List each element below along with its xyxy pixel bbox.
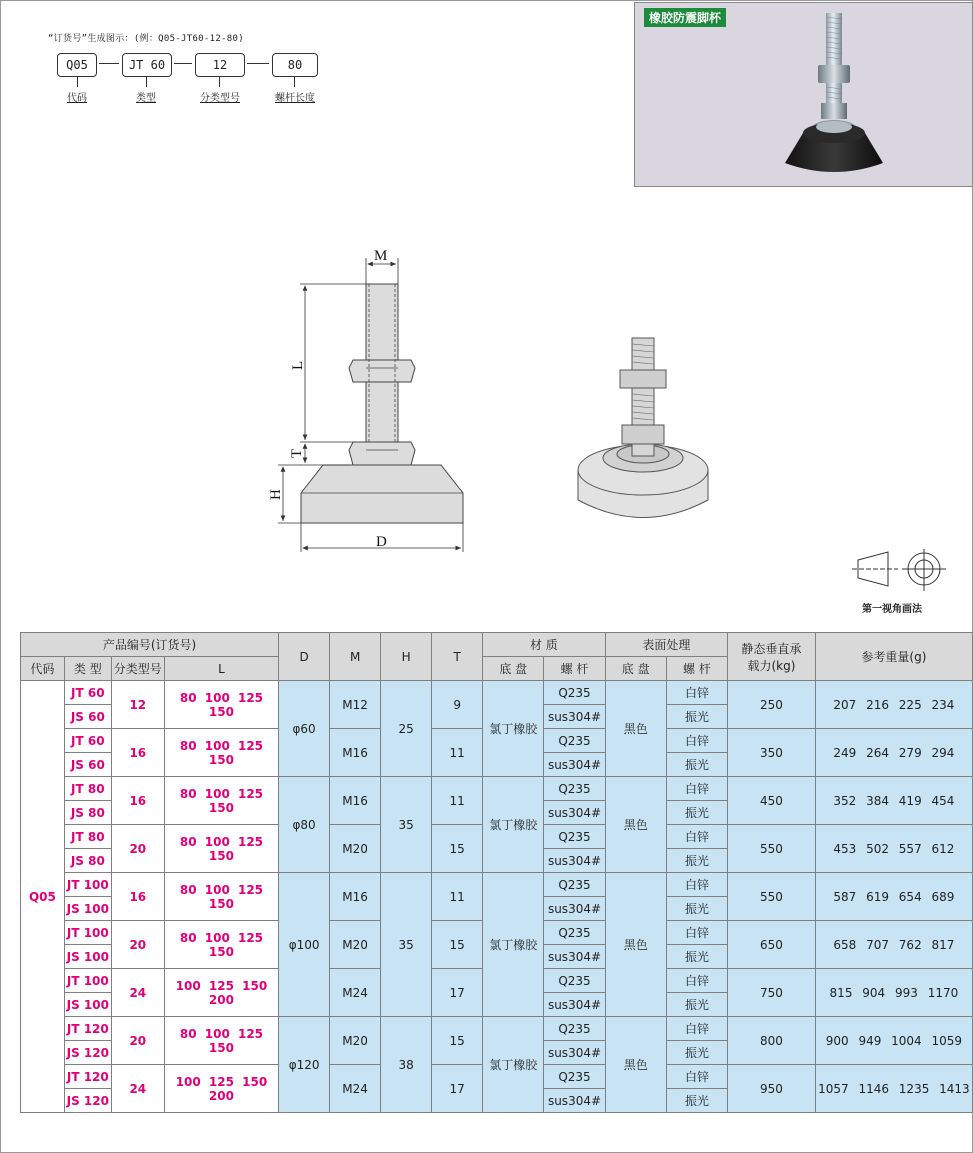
cell-weight: 587 619 654 689 — [815, 873, 972, 921]
cell-l: 80 100 125 150 — [164, 1017, 278, 1065]
cell-load: 550 — [728, 825, 816, 873]
cell-subtype: 16 — [111, 777, 164, 825]
cell-surface-base: 黑色 — [605, 777, 666, 873]
cell-screw-material: Q235 — [544, 825, 605, 849]
cell-screw-material: Q235 — [544, 921, 605, 945]
cell-t: 11 — [432, 729, 483, 777]
cell-type: JS 100 — [64, 993, 111, 1017]
header-m: M — [330, 633, 381, 681]
cell-l: 100 125 150 200 — [164, 1065, 278, 1113]
cell-type: JT 100 — [64, 921, 111, 945]
cell-t: 15 — [432, 825, 483, 873]
cell-subtype: 20 — [111, 1017, 164, 1065]
cell-surface-base: 黑色 — [605, 873, 666, 1017]
projection-label: 第一视角画法 — [862, 604, 922, 615]
header-surface-base: 底 盘 — [605, 657, 666, 681]
header-l: L — [164, 657, 278, 681]
first-angle-projection-symbol — [850, 548, 950, 594]
cell-type: JS 100 — [64, 897, 111, 921]
cell-l: 100 125 150 200 — [164, 969, 278, 1017]
cell-screw-material: sus304# — [544, 897, 605, 921]
cell-screw-surface: 振光 — [666, 753, 727, 777]
order-code-label-length: 螺杆长度 — [275, 93, 315, 104]
cell-h: 38 — [381, 1017, 432, 1113]
order-code-tick — [219, 77, 220, 87]
cell-type: JT 100 — [64, 969, 111, 993]
cell-screw-material: sus304# — [544, 753, 605, 777]
cell-m: M16 — [330, 777, 381, 825]
cell-t: 17 — [432, 1065, 483, 1113]
cell-m: M24 — [330, 969, 381, 1017]
header-type: 类 型 — [64, 657, 111, 681]
cell-l: 80 100 125 150 — [164, 777, 278, 825]
cell-type: JS 120 — [64, 1089, 111, 1113]
cell-t: 11 — [432, 777, 483, 825]
cell-screw-surface: 白锌 — [666, 729, 727, 753]
table-row — [21, 777, 973, 801]
cell-load: 750 — [728, 969, 816, 1017]
cell-code: Q05 — [21, 681, 65, 1113]
cell-type: JS 60 — [64, 753, 111, 777]
cell-screw-surface: 振光 — [666, 1041, 727, 1065]
cell-weight: 352 384 419 454 — [815, 777, 972, 825]
order-code-box-length: 80 — [272, 53, 318, 77]
cell-subtype: 20 — [111, 825, 164, 873]
cell-screw-surface: 振光 — [666, 801, 727, 825]
cell-screw-surface: 白锌 — [666, 1017, 727, 1041]
cell-load: 450 — [728, 777, 816, 825]
cell-l: 80 100 125 150 — [164, 921, 278, 969]
spec-table — [20, 632, 973, 1113]
order-code-box-type: JT 60 — [122, 53, 172, 77]
cell-screw-surface: 白锌 — [666, 1065, 727, 1089]
header-base: 底 盘 — [483, 657, 544, 681]
cell-screw-surface: 振光 — [666, 993, 727, 1017]
table-row — [21, 1017, 973, 1041]
cell-t: 11 — [432, 873, 483, 921]
cell-load: 550 — [728, 873, 816, 921]
header-surface: 表面处理 — [605, 633, 727, 657]
cell-m: M16 — [330, 873, 381, 921]
dim-label-t: T — [289, 448, 305, 458]
cell-screw-material: Q235 — [544, 729, 605, 753]
table-row — [21, 873, 973, 897]
header-material: 材 质 — [483, 633, 605, 657]
cell-l: 80 100 125 150 — [164, 729, 278, 777]
cell-screw-surface: 白锌 — [666, 969, 727, 993]
header-weight: 参考重量(g) — [815, 633, 972, 681]
order-code-tick — [77, 77, 78, 87]
cell-screw-surface: 振光 — [666, 849, 727, 873]
order-code-title: “订货号”生成图示：(例：Q05-JT60-12-80) — [48, 34, 244, 44]
cell-screw-surface: 白锌 — [666, 921, 727, 945]
cell-weight: 900 949 1004 1059 — [815, 1017, 972, 1065]
cell-screw-material: Q235 — [544, 1017, 605, 1041]
header-subtype: 分类型号 — [111, 657, 164, 681]
cell-load: 350 — [728, 729, 816, 777]
order-code-tick — [294, 77, 295, 87]
cell-weight: 815 904 993 1170 — [815, 969, 972, 1017]
cell-screw-surface: 白锌 — [666, 777, 727, 801]
cell-base-material: 氯丁橡胶 — [483, 873, 544, 1017]
cell-type: JT 80 — [64, 777, 111, 801]
cell-screw-surface: 振光 — [666, 705, 727, 729]
cell-weight: 453 502 557 612 — [815, 825, 972, 873]
cell-m: M24 — [330, 1065, 381, 1113]
dim-label-l: L — [290, 360, 306, 370]
cell-type: JS 60 — [64, 705, 111, 729]
cell-subtype: 20 — [111, 921, 164, 969]
cell-m: M20 — [330, 921, 381, 969]
cell-weight: 207 216 225 234 — [815, 681, 972, 729]
cell-screw-material: sus304# — [544, 849, 605, 873]
cell-type: JT 60 — [64, 681, 111, 705]
header-product-no: 产品编号(订货号) — [21, 633, 279, 657]
product-photo — [634, 2, 973, 187]
cell-t: 15 — [432, 921, 483, 969]
header-load: 静态垂直承载力(kg) — [728, 633, 816, 681]
cell-screw-material: Q235 — [544, 1065, 605, 1089]
order-code-label-type: 类型 — [136, 93, 156, 104]
cell-screw-material: Q235 — [544, 969, 605, 993]
cell-type: JS 100 — [64, 945, 111, 969]
header-t: T — [432, 633, 483, 681]
leveling-foot-photo-illustration — [635, 3, 972, 186]
order-code-dash — [99, 63, 119, 64]
cell-load: 650 — [728, 921, 816, 969]
cell-screw-surface: 白锌 — [666, 681, 727, 705]
table-row — [21, 681, 973, 705]
order-code-label-code: 代码 — [67, 93, 87, 104]
cell-d: φ100 — [279, 873, 330, 1017]
cell-type: JT 120 — [64, 1065, 111, 1089]
cell-l: 80 100 125 150 — [164, 873, 278, 921]
dim-label-d: D — [376, 534, 387, 550]
cell-load: 800 — [728, 1017, 816, 1065]
product-photo-title: 橡胶防震脚杯 — [644, 8, 726, 27]
cell-surface-base: 黑色 — [605, 1017, 666, 1113]
cell-m: M12 — [330, 681, 381, 729]
order-code-label-subtype: 分类型号 — [200, 93, 240, 104]
cell-m: M20 — [330, 825, 381, 873]
cell-m: M16 — [330, 729, 381, 777]
isometric-view-drawing — [570, 330, 720, 530]
header-code: 代码 — [21, 657, 65, 681]
dim-label-m: M — [374, 248, 388, 264]
cell-base-material: 氯丁橡胶 — [483, 777, 544, 873]
dim-label-h: H — [268, 489, 284, 500]
cell-screw-surface: 振光 — [666, 945, 727, 969]
cell-type: JT 60 — [64, 729, 111, 753]
cell-weight: 658 707 762 817 — [815, 921, 972, 969]
cell-screw-material: Q235 — [544, 777, 605, 801]
cell-load: 950 — [728, 1065, 816, 1113]
cell-d: φ120 — [279, 1017, 330, 1113]
cell-subtype: 24 — [111, 1065, 164, 1113]
cell-type: JS 80 — [64, 801, 111, 825]
cell-screw-material: sus304# — [544, 945, 605, 969]
cell-screw-material: sus304# — [544, 801, 605, 825]
cell-type: JT 120 — [64, 1017, 111, 1041]
header-h: H — [381, 633, 432, 681]
cell-base-material: 氯丁橡胶 — [483, 681, 544, 777]
cell-type: JT 80 — [64, 825, 111, 849]
header-screw: 螺 杆 — [544, 657, 605, 681]
cell-h: 25 — [381, 681, 432, 777]
cell-h: 35 — [381, 777, 432, 873]
cell-weight: 1057 1146 1235 1413 — [815, 1065, 972, 1113]
cell-screw-surface: 振光 — [666, 1089, 727, 1113]
cell-m: M20 — [330, 1017, 381, 1065]
cell-type: JS 80 — [64, 849, 111, 873]
table-header-row — [21, 633, 973, 657]
cell-screw-material: Q235 — [544, 681, 605, 705]
cell-screw-material: sus304# — [544, 1041, 605, 1065]
cell-h: 35 — [381, 873, 432, 1017]
cell-d: φ60 — [279, 681, 330, 777]
cell-screw-surface: 振光 — [666, 897, 727, 921]
cell-screw-material: sus304# — [544, 705, 605, 729]
cell-subtype: 16 — [111, 729, 164, 777]
cell-type: JT 100 — [64, 873, 111, 897]
cell-subtype: 24 — [111, 969, 164, 1017]
cell-subtype: 12 — [111, 681, 164, 729]
cell-screw-material: sus304# — [544, 993, 605, 1017]
cell-screw-material: sus304# — [544, 1089, 605, 1113]
cell-base-material: 氯丁橡胶 — [483, 1017, 544, 1113]
cell-screw-surface: 白锌 — [666, 873, 727, 897]
cell-l: 80 100 125 150 — [164, 681, 278, 729]
cell-screw-material: Q235 — [544, 873, 605, 897]
cell-surface-base: 黑色 — [605, 681, 666, 777]
cell-subtype: 16 — [111, 873, 164, 921]
cell-t: 15 — [432, 1017, 483, 1065]
cell-weight: 249 264 279 294 — [815, 729, 972, 777]
cell-t: 9 — [432, 681, 483, 729]
order-code-dash — [247, 63, 269, 64]
cell-load: 250 — [728, 681, 816, 729]
header-d: D — [279, 633, 330, 681]
header-surface-screw: 螺 杆 — [666, 657, 727, 681]
order-code-box-subtype: 12 — [195, 53, 245, 77]
front-view-drawing — [260, 240, 500, 560]
cell-l: 80 100 125 150 — [164, 825, 278, 873]
order-code-tick — [146, 77, 147, 87]
cell-d: φ80 — [279, 777, 330, 873]
cell-screw-surface: 白锌 — [666, 825, 727, 849]
cell-type: JS 120 — [64, 1041, 111, 1065]
cell-t: 17 — [432, 969, 483, 1017]
order-code-box-code: Q05 — [57, 53, 97, 77]
order-code-dash — [174, 63, 192, 64]
